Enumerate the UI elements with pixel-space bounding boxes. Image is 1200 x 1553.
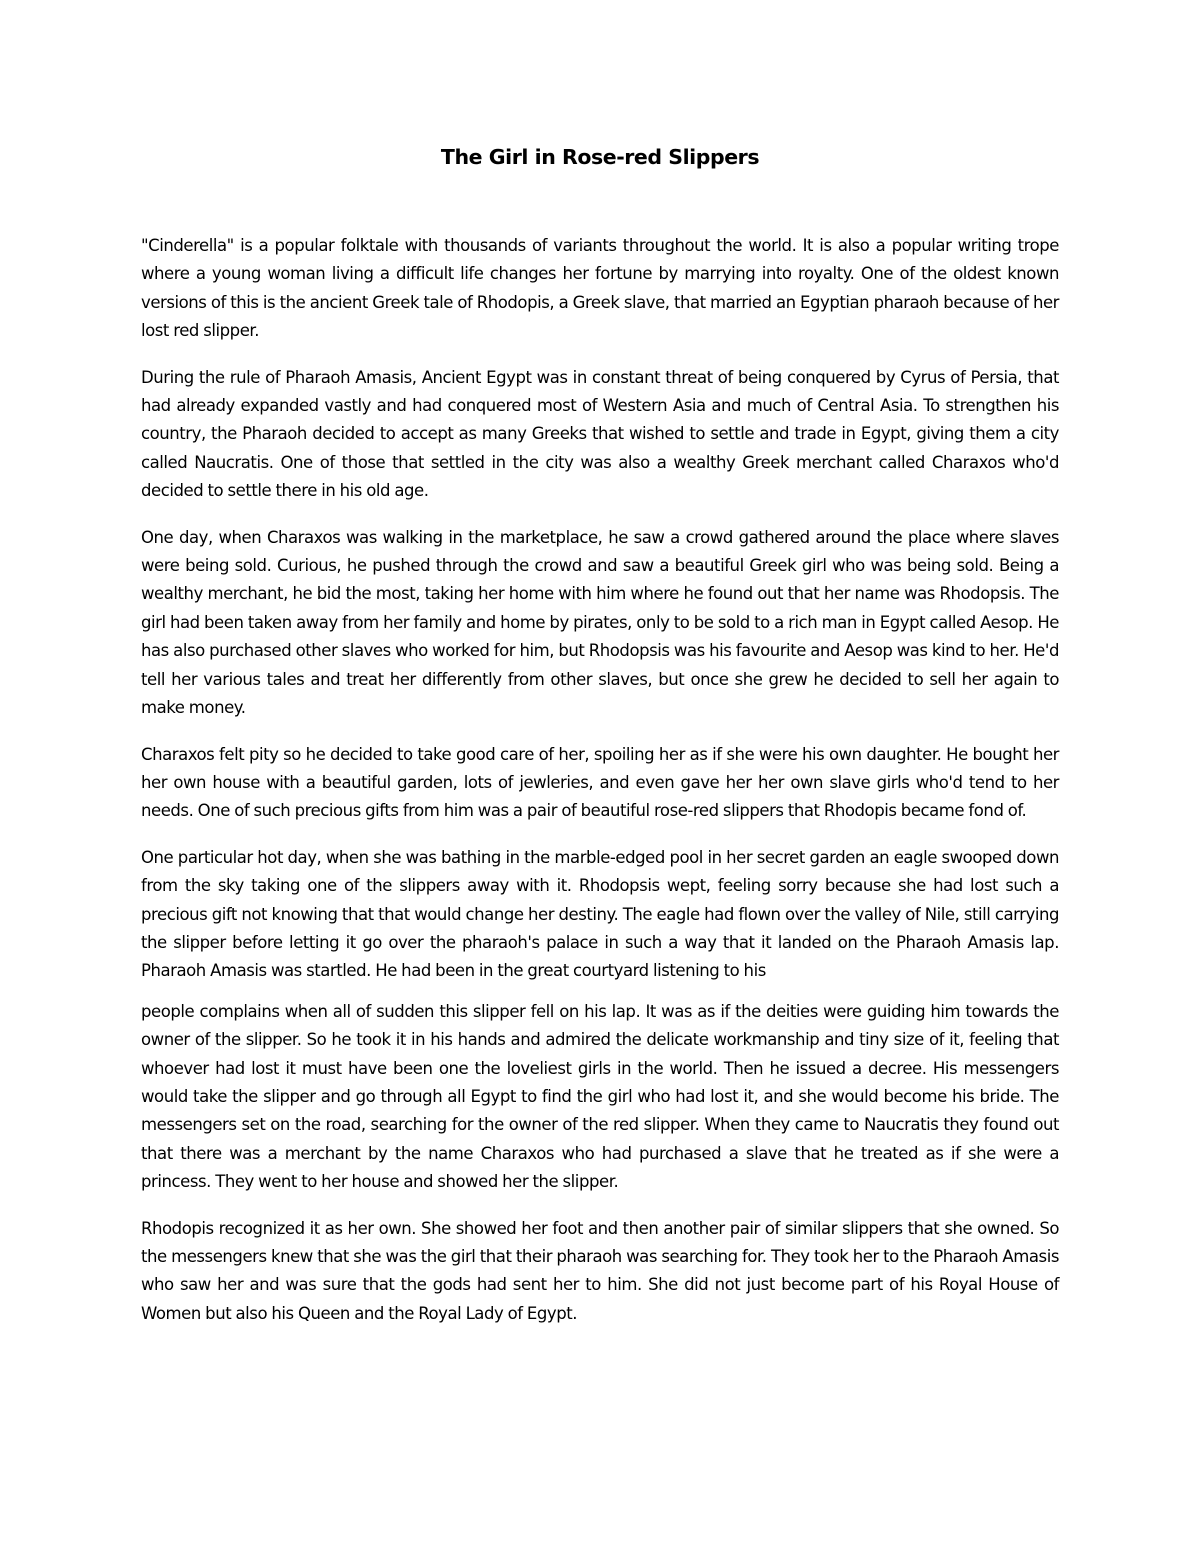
paragraph-eagle: One particular hot day, when she was bathing in the marble-edged pool in her secret garden an eagle swooped down from the sky taking one of the slippers away with it. Rhodopsis wept, feeling sorry because she had lost such a precious gift not knowing that that would change her destiny. The eagle had flown over the valley of Nile, still carrying the slipper before letting it go over the pharaoh's palace in such a way that it landed on the Pharaoh Amasis lap. Pharaoh Amasis was startled. He had been in the great courtyard listening to his — [141, 847, 1059, 981]
paragraph-charaxos-gifts: Charaxos felt pity so he decided to take good care of her, spoiling her as if she were his own daughter. He bought her her own house with a beautiful garden, lots of jewleries, and even gave her her own slave girls who'd tend to her needs. One of such precious gifts from him was a pair of beautiful rose-red slippers that Rhodopis became fond of. — [141, 744, 1059, 821]
paragraph-pharaoh-amasis: During the rule of Pharaoh Amasis, Ancient Egypt was in constant threat of being conquered by Cyrus of Persia, that had already expanded vastly and had conquered most of Western Asia and much of Central Asia. To strengthen his country, the Pharaoh decided to accept as many Greeks that wished to settle and trade in Egypt, giving them a city called Naucratis. One of those that settled in the city was also a wealthy Greek merchant called Charaxos who'd decided to settle there in his old age. — [141, 367, 1059, 501]
paragraph-decree: people complains when all of sudden this slipper fell on his lap. It was as if the deities were guiding him towards the owner of the slipper. So he took it in his hands and admired the delicate workmanship and tiny size of it, feeling that whoever had lost it must have been one the loveliest girls in the world. Then he issued a decree. His messengers would take the slipper and go through all Egypt to find the girl who had lost it, and she would become his bride. The messengers set on the road, searching for the owner of the red slipper. When they came to Naucratis they found out that there was a merchant by the name Charaxos who had purchased a slave that he treated as if she were a princess. They went to her house and showed her the slipper. — [141, 1001, 1059, 1192]
paragraph-intro: "Cinderella" is a popular folktale with thousands of variants throughout the world. It is also a popular writing trope where a young woman living a difficult life changes her fortune by marrying into royalty. One of the oldest known versions of this is the ancient Greek tale of Rhodopis, a Greek slave, that married an Egyptian pharaoh because of her lost red slipper. — [141, 236, 1059, 341]
paragraph-conclusion: Rhodopis recognized it as her own. She showed her foot and then another pair of similar slippers that she owned. So the messengers knew that she was the girl that their pharaoh was searching for. They took her to the Pharaoh Amasis who saw her and was sure that the gods had sent her to him. She did not just become part of his Royal House of Women but also his Queen and the Royal Lady of Egypt. — [141, 1218, 1059, 1323]
document-title: The Girl in Rose-red Slippers — [440, 145, 760, 169]
document-body — [141, 232, 1059, 1346]
paragraph-marketplace: One day, when Charaxos was walking in the marketplace, he saw a crowd gathered around the place where slaves were being sold. Curious, he pushed through the crowd and saw a beautiful Greek girl who was being sold. Being a wealthy merchant, he bid the most, taking her home with him where he found out that her name was Rhodopsis. The girl had been taken away from her family and home by pirates, only to be sold to a rich man in Egypt called Aesop. He has also purchased other slaves who worked for him, but Rhodopsis was his favourite and Aesop was kind to her. He'd tell her various tales and treat her differently from other slaves, but once she grew he decided to sell her again to make money. — [141, 527, 1059, 718]
